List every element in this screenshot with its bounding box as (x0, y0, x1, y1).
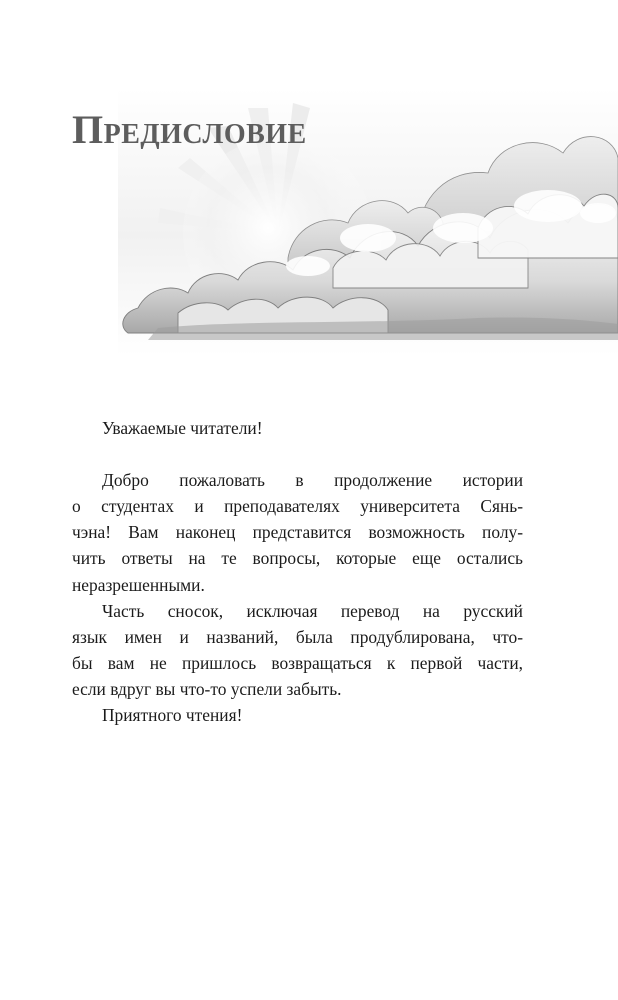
paragraph2-line: язык имен и названий, была продублирована, что- (72, 626, 523, 647)
paragraph1-line: чэна! Вам наконец представится возможность полу- (72, 522, 523, 543)
chapter-title: Предисловие (72, 107, 307, 152)
greeting-line: Уважаемые читатели! (102, 418, 263, 438)
paragraph1-line: о студентах и преподавателях университета Сянь- (72, 496, 523, 517)
paragraph2-line: если вдруг вы что-то успели забыть. (72, 678, 342, 699)
paragraph2-line: бы вам не пришлось возвращаться к первой части, (72, 652, 523, 673)
paragraph1-line: чить ответы на те вопросы, которые еще остались (72, 548, 523, 569)
paragraph-gap (72, 441, 523, 467)
paragraph1-line: Добро пожаловать в продолжение истории (102, 470, 523, 491)
paragraph1-line: неразрешенными. (72, 574, 205, 595)
closing-line: Приятного чтения! (102, 705, 243, 726)
paragraph2-line: Часть сносок, исключая перевод на русский (102, 600, 523, 621)
preface-text (72, 415, 523, 728)
